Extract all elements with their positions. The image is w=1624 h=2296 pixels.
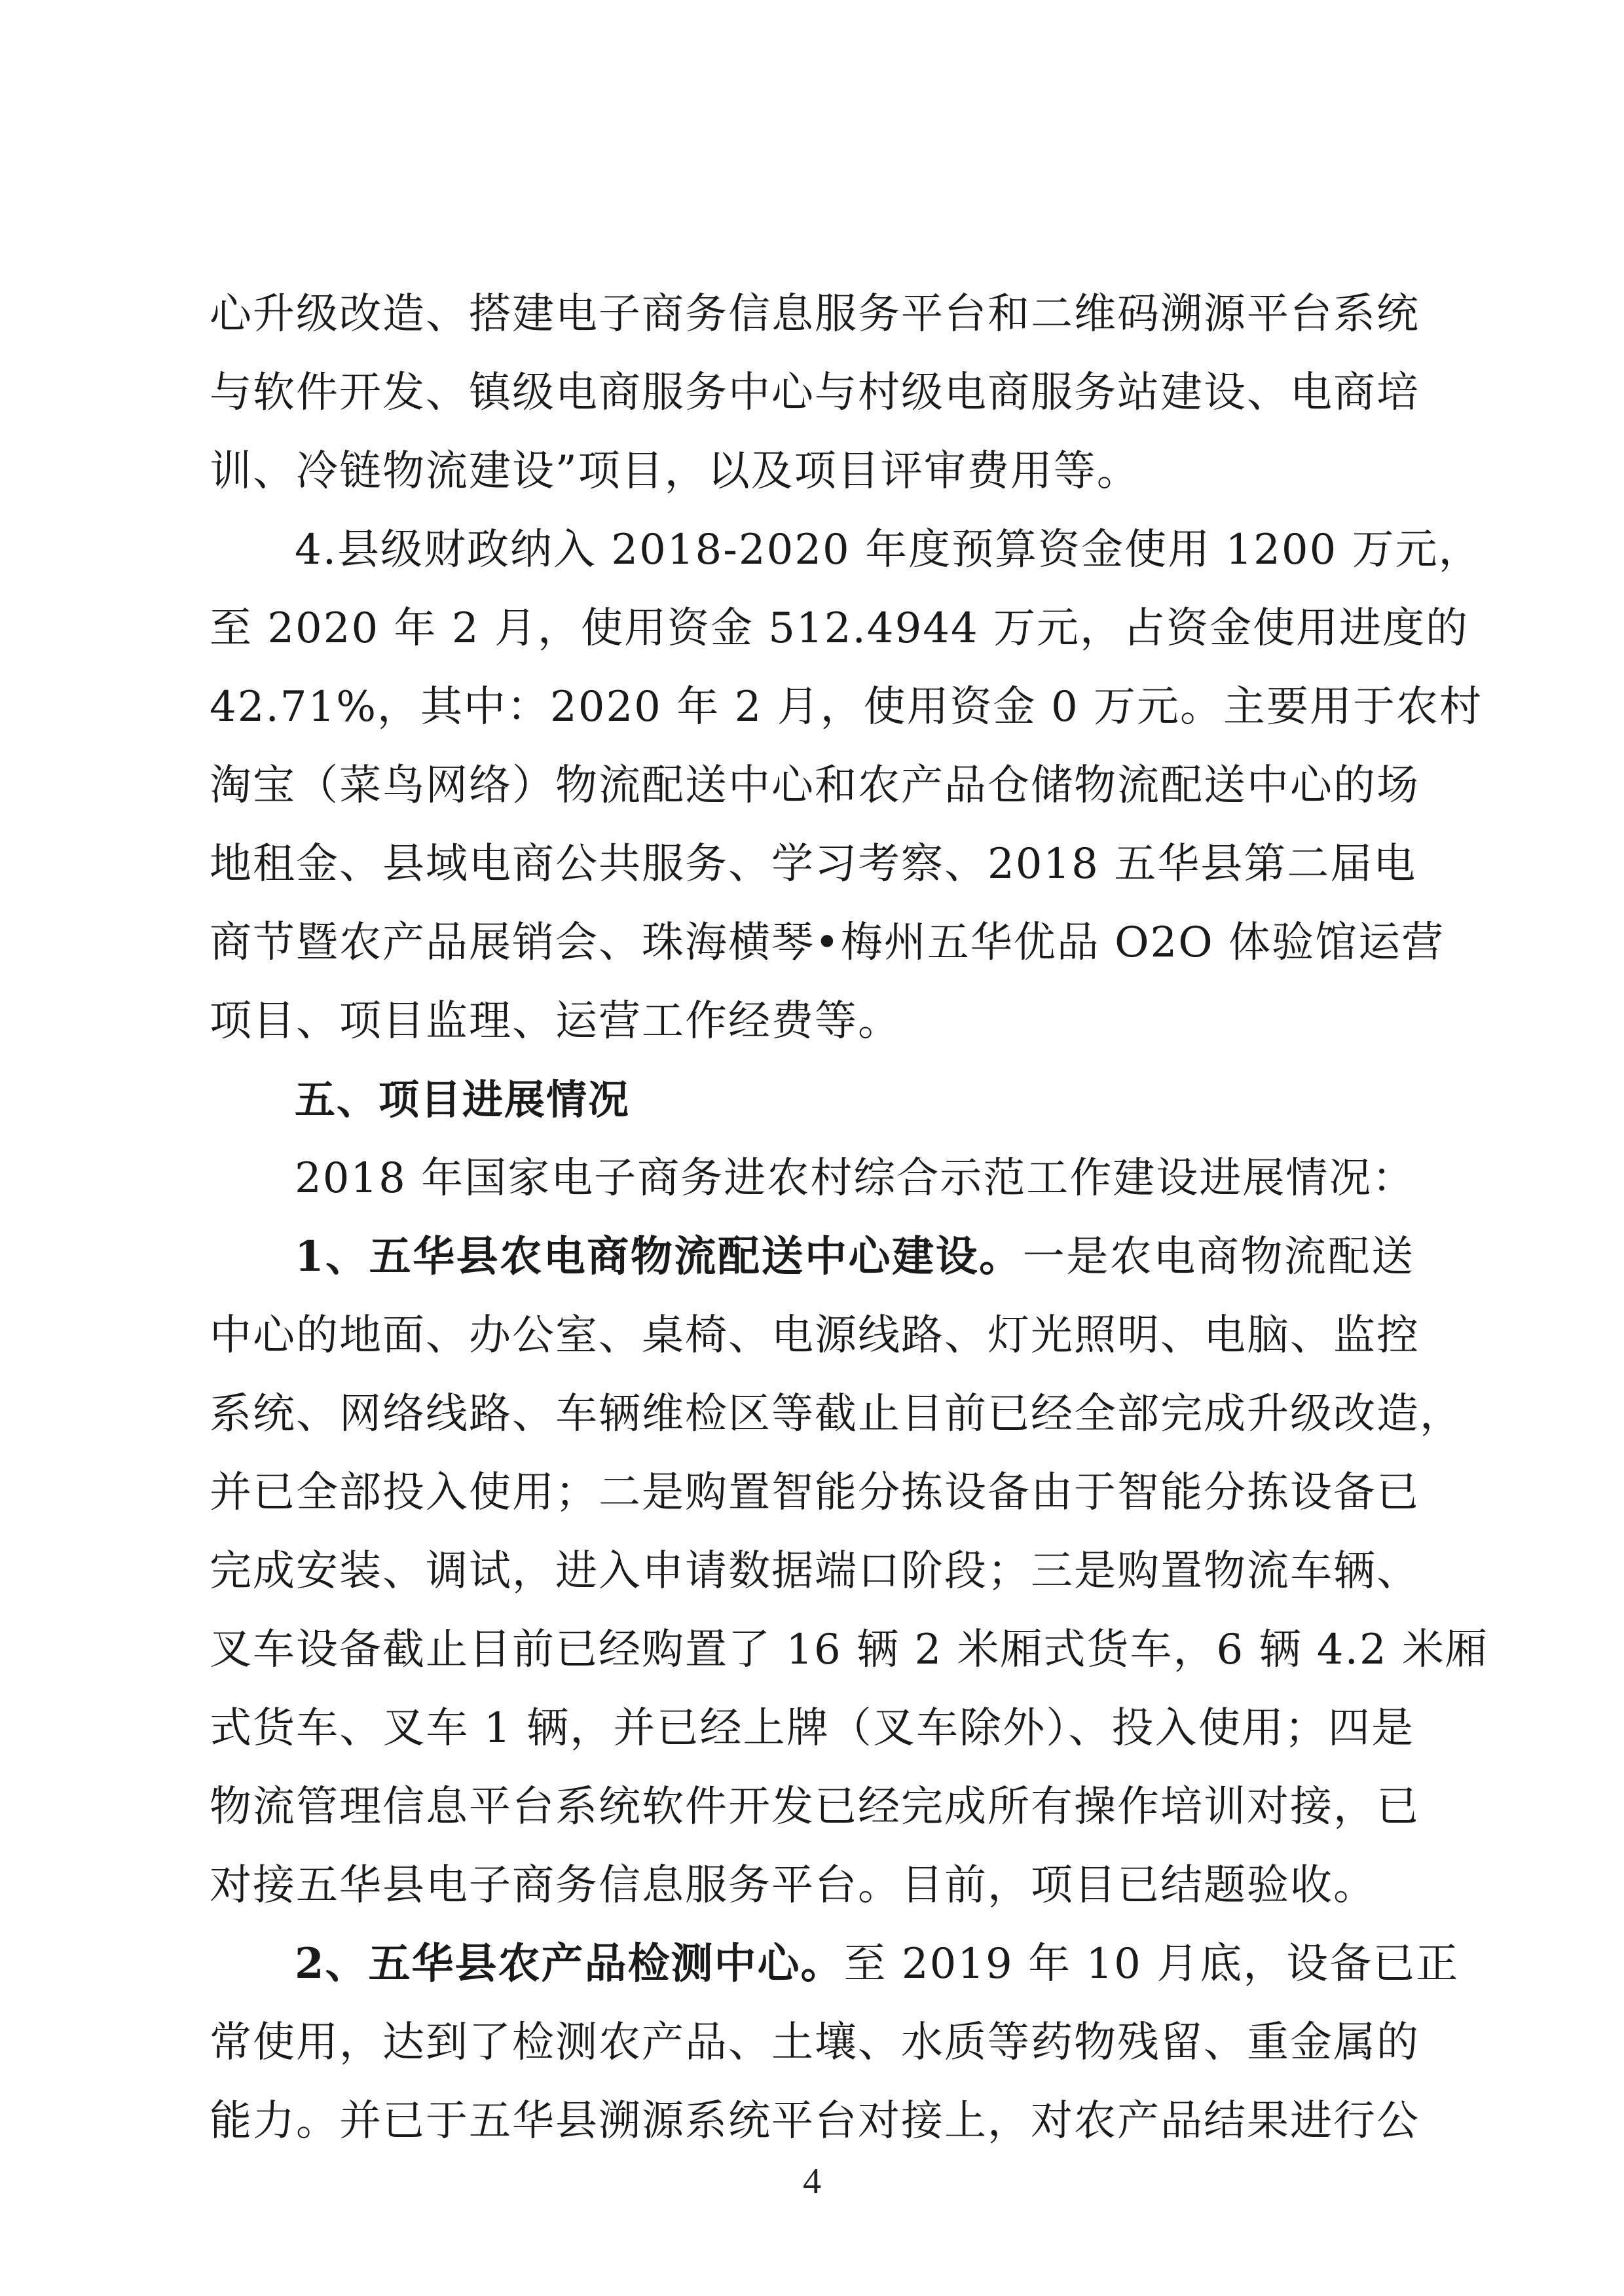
paragraph-line: 商节暨农产品展销会、珠海横琴•梅州五华优品 O2O 体验馆运营 — [210, 919, 1445, 967]
paragraph-line: 训、冷链物流建设”项目，以及项目评审费用等。 — [210, 447, 1140, 496]
paragraph-line: 叉车设备截止目前已经购置了 16 辆 2 米厢式货车，6 辆 4.2 米厢 — [210, 1626, 1489, 1674]
subsection-title: 2、五华县农产品检测中心。 — [295, 1939, 844, 1988]
paragraph-line: 能力。并已于五华县溯源系统平台对接上，对农产品结果进行公 — [210, 2097, 1420, 2145]
paragraph-line: 物流管理信息平台系统软件开发已经完成所有操作培训对接，已 — [210, 1783, 1420, 1831]
paragraph-line: 淘宝（菜鸟网络）物流配送中心和农产品仓储物流配送中心的场 — [210, 761, 1420, 810]
paragraph-line: 至 2020 年 2 月，使用资金 512.4944 万元，占资金使用进度的 — [210, 604, 1469, 653]
paragraph-line: 系统、网络线路、车辆维检区等截止目前已经全部完成升级改造， — [210, 1390, 1463, 1438]
paragraph-line: 项目、项目监理、运营工作经费等。 — [210, 997, 901, 1046]
paragraph-line: 并已全部投入使用；二是购置智能分拣设备由于智能分拣设备已 — [210, 1468, 1420, 1517]
paragraph-line: 式货车、叉车 1 辆，并已经上牌（叉车除外）、投入使用；四是 — [210, 1704, 1414, 1753]
document-body — [210, 275, 1489, 2160]
page-number: 4 — [803, 2161, 821, 2202]
paragraph-line: 4.县级财政纳入 2018-2020 年度预算资金使用 1200 万元， — [295, 526, 1482, 574]
paragraph-line: 地租金、县域电商公共服务、学习考察、2018 五华县第二届电 — [210, 840, 1417, 888]
section-heading: 五、项目进展情况 — [295, 1076, 631, 1123]
paragraph-line: 与软件开发、镇级电商服务中心与村级电商服务站建设、电商培 — [210, 369, 1420, 417]
subsection-title: 1、五华县农电商物流配送中心建设。 — [295, 1232, 1023, 1281]
paragraph-line: 42.71%，其中：2020 年 2 月，使用资金 0 万元。主要用于农村 — [210, 683, 1483, 731]
paragraph-text: 一是农电商物流配送 — [1022, 1233, 1415, 1281]
paragraph-line: 常使用，达到了检测农产品、土壤、水质等药物残留、重金属的 — [210, 2018, 1420, 2067]
paragraph-line: 心升级改造、搭建电子商务信息服务平台和二维码溯源平台系统 — [210, 290, 1420, 338]
paragraph-line — [210, 1218, 1414, 1296]
paragraph-line: 对接五华县电子商务信息服务平台。目前，项目已结题验收。 — [210, 1861, 1376, 1910]
paragraph-line — [210, 1925, 1460, 2003]
paragraph-line: 完成安装、调试，进入申请数据端口阶段；三是购置物流车辆、 — [210, 1547, 1420, 1595]
paragraph-line: 2018 年国家电子商务进农村综合示范工作建设进展情况： — [295, 1154, 1416, 1203]
paragraph-line: 中心的地面、办公室、桌椅、电源线路、灯光照明、电脑、监控 — [210, 1311, 1420, 1360]
paragraph-text: 至 2019 年 10 月底，设备已正 — [843, 1940, 1460, 1988]
